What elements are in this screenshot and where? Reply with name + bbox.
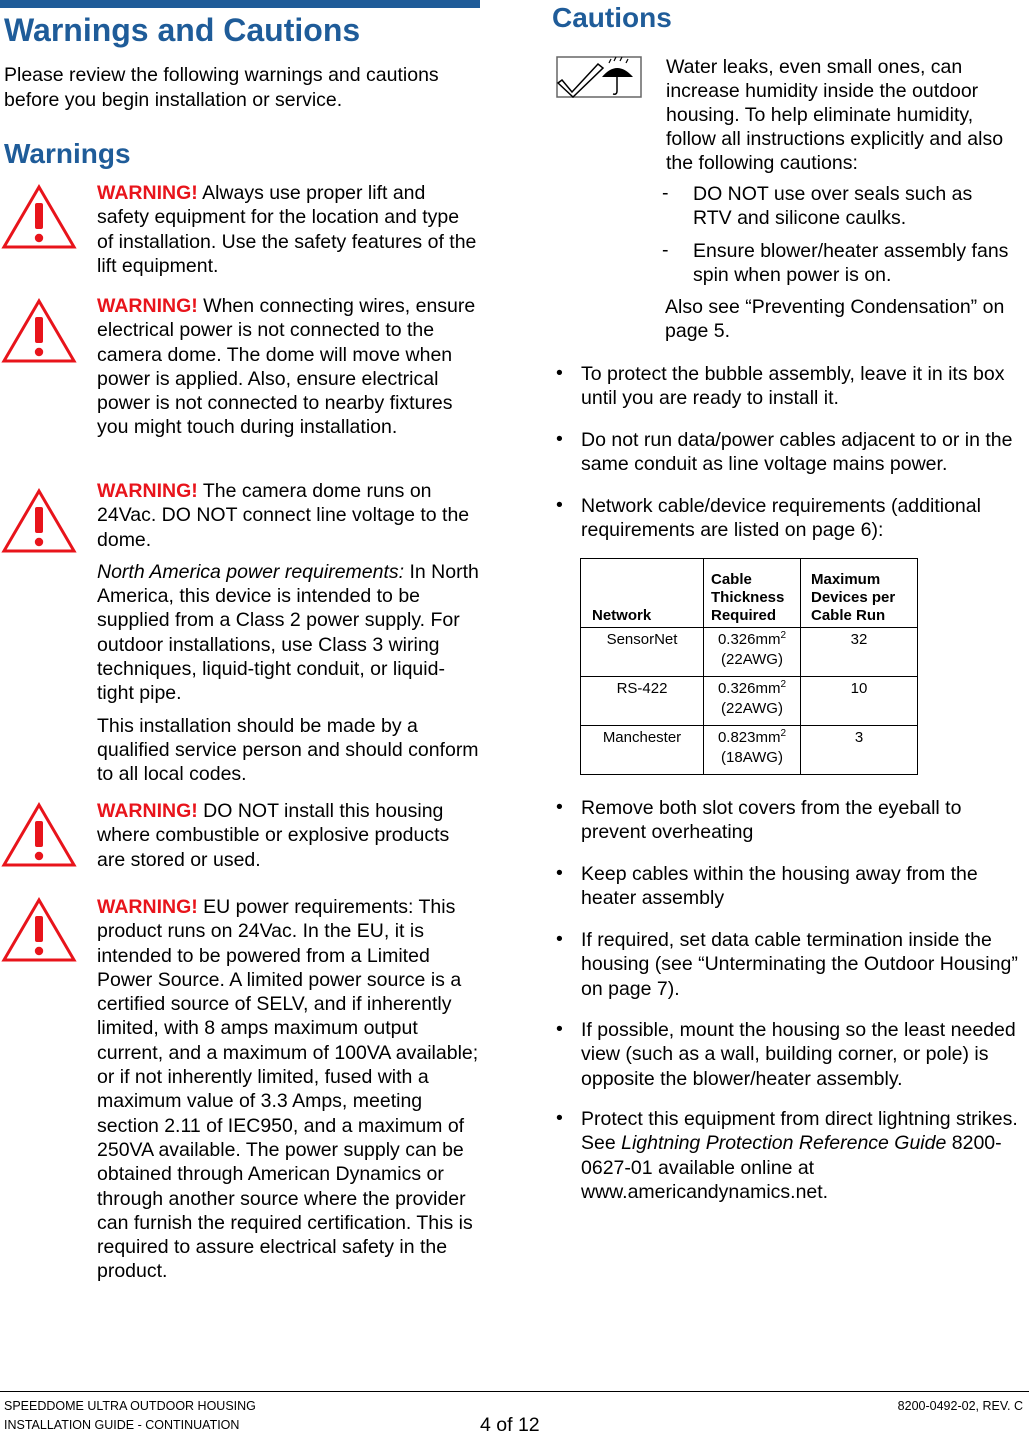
bullet-mark: •	[556, 362, 563, 384]
bullet-mark: •	[556, 428, 563, 450]
caution-bullet: Network cable/device requirements (additional requirements are listed on page 6):	[581, 495, 981, 542]
warning-triangle-icon	[1, 488, 77, 554]
bullet-mark: •	[556, 1018, 563, 1040]
warning-triangle-icon	[1, 298, 77, 364]
warning-triangle-icon	[1, 897, 77, 963]
warning-3: WARNING! The camera dome runs on 24Vac. DO NOT connect line voltage to the dome. North America power requirements: In North America, this device is intended to be supplied from a Class 2 power supply. For outdoor installations, use Class 3 wiring techniques, liquid-tight conduit, or liquid-tight pipe. This installation should be made by a qualified service person and should conform to all local codes.	[97, 480, 479, 786]
footer-title: SPEEDDOME ULTRA OUTDOOR HOUSING	[4, 1399, 256, 1413]
warning-1: WARNING! Always use proper lift and safety equipment for the location and type of installation. Use the safety features of the lift equipment.	[97, 182, 477, 277]
warning-5: WARNING! EU power requirements: This product runs on 24Vac. In the EU, it is intended to be powered from a Limited Power Source. A limited power source is a certified source of SELV, and if inherently limited, with 8 amps maximum output current, and a maximum of 100VA available; or if not inherently limited, fused with a maximum value of 3.3 Amps, meeting section 2.11 of IEC950, and a maximum of 250VA available. The power supply can be obtained through American Dynamics or through another source where the provider can furnish the required certification. This is required to assure electrical safety in the product.	[97, 896, 479, 1283]
column-header: Cable Thickness Required	[704, 559, 801, 628]
cell-thickness: $0.326mm^2$ (22AWG)	[704, 677, 801, 726]
column-header: Network	[581, 559, 704, 628]
warning-label: WARNING!	[97, 480, 198, 502]
cell-network: RS-422	[581, 677, 704, 726]
bullet-mark: •	[556, 796, 563, 818]
caution-dash-item: Ensure blower/heater assembly fans spin when power is on.	[693, 240, 1009, 286]
table-row	[581, 677, 918, 726]
page-number: 4 of 12	[480, 1414, 540, 1436]
caution-bullet: To protect the bubble assembly, leave it in its box until you are ready to install it.	[581, 363, 1005, 410]
caution-bullet: Keep cables within the housing away from the heater assembly	[581, 863, 978, 910]
table-row	[581, 726, 918, 775]
cell-network: Manchester	[581, 726, 704, 775]
cell-thickness: $0.823mm^2$ (18AWG)	[704, 726, 801, 775]
install-note: This installation should be made by a qualified service person and should conform to all local codes.	[97, 714, 479, 786]
dash-mark: -	[662, 182, 669, 204]
warning-label: WARNING!	[97, 800, 198, 822]
bullet-mark: •	[556, 494, 563, 516]
warning-label: WARNING!	[97, 896, 198, 918]
caution-bullet: If required, set data cable termination inside the housing (see “Unterminating the Outdoor Housing” on page 7).	[581, 929, 1018, 1000]
page-title: Warnings and Cautions	[4, 12, 361, 48]
caution-bullet-lightning: Protect this equipment from direct lightning strikes. See Lightning Protection Reference Guide 8200-0627-01 available online at www.americandynamics.net.	[581, 1108, 1018, 1203]
footer-doc-number: 8200-0492-02, REV. C	[897, 1399, 1023, 1413]
cell-network: SensorNet	[581, 628, 704, 677]
table-row	[581, 628, 918, 677]
column-header: Maximum Devices per Cable Run	[801, 559, 918, 628]
warning-label: WARNING!	[97, 295, 198, 317]
bullet-mark: •	[556, 862, 563, 884]
guide-title: Lightning Protection Reference Guide	[621, 1132, 947, 1155]
cell-max-devices: 3	[801, 726, 918, 775]
bullet-mark: •	[556, 928, 563, 950]
warning-4: WARNING! DO NOT install this housing where combustible or explosive products are stored or used.	[97, 800, 450, 871]
warning-2: WARNING! When connecting wires, ensure electrical power is not connected to the camera dome. The dome will move when power is applied. Also, ensure electrical power is not connected to nearby fixtures you might touch during installation.	[97, 295, 476, 439]
table-header-row	[581, 559, 918, 628]
cell-max-devices: 32	[801, 628, 918, 677]
na-power-label: North America power requirements:	[97, 560, 405, 583]
cell-thickness: $0.326mm^2$ (22AWG)	[704, 628, 801, 677]
caution-bullet: If possible, mount the housing so the least needed view (such as a wall, building corner, or pole) is opposite the blower/heater assembly.	[581, 1019, 1016, 1090]
bullet-mark: •	[556, 1107, 563, 1129]
caution-bullet: Remove both slot covers from the eyeball to prevent overheating	[581, 797, 962, 844]
caution-see-also: Also see “Preventing Condensation” on page 5.	[665, 296, 1005, 342]
dash-mark: -	[662, 239, 669, 261]
warning-triangle-icon	[1, 184, 77, 250]
intro-text: Please review the following warnings and cautions before you begin installation or service.	[4, 64, 439, 111]
cautions-heading: Cautions	[552, 2, 672, 33]
caution-dash-item: DO NOT use over seals such as RTV and silicone caulks.	[693, 183, 973, 229]
caution-bullet: Do not run data/power cables adjacent to or in the same conduit as line voltage mains power.	[581, 429, 1013, 476]
cell-max-devices: 10	[801, 677, 918, 726]
footer-rule	[0, 1391, 1029, 1392]
footer-subtitle: INSTALLATION GUIDE - CONTINUATION	[4, 1418, 240, 1432]
warning-label: WARNING!	[97, 182, 198, 204]
header-rule	[0, 0, 480, 8]
warning-triangle-icon	[1, 802, 77, 868]
caution-checkmark-umbrella-icon	[556, 56, 642, 98]
network-requirements-table	[580, 558, 918, 775]
caution-intro: Water leaks, even small ones, can increase humidity inside the outdoor housing. To help eliminate humidity, follow all instructions explicitly and also the following cautions:	[666, 56, 1004, 174]
warnings-heading: Warnings	[4, 138, 131, 169]
